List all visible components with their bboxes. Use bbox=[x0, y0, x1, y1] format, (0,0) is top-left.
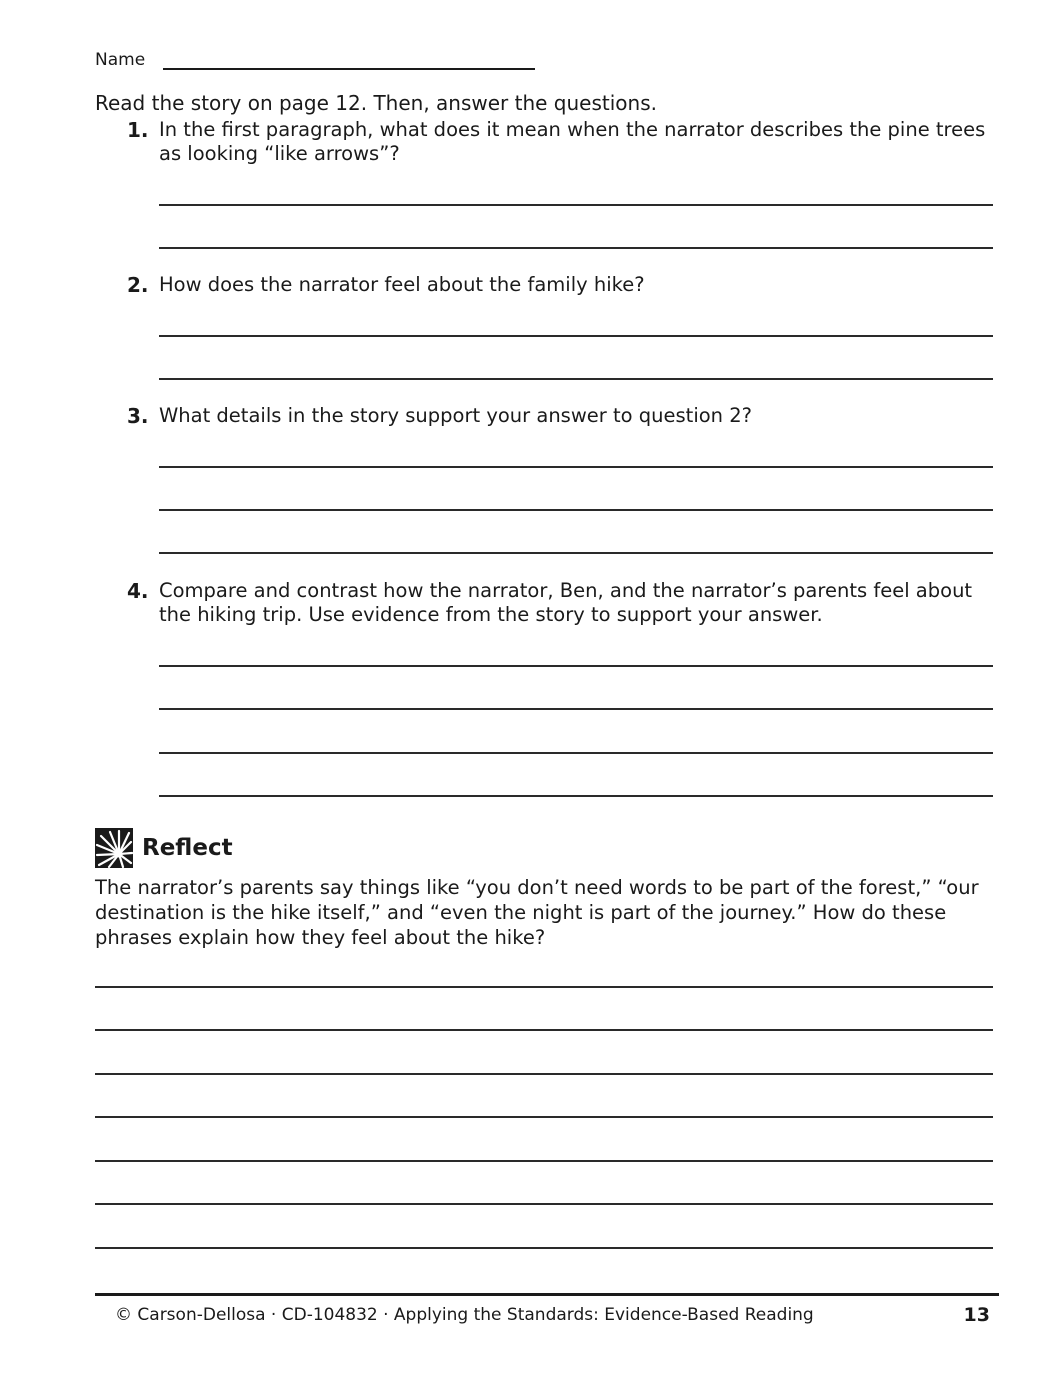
footer-credit: © Carson-Dellosa · CD-104832 · Applying the Standards: Evidence-Based Reading bbox=[115, 1305, 814, 1325]
answer-line[interactable] bbox=[159, 552, 993, 554]
answer-line[interactable] bbox=[95, 1247, 993, 1249]
answer-line[interactable] bbox=[159, 378, 993, 380]
question-text: Compare and contrast how the narrator, Ben, and the narrator’s parents feel about the hiking trip. Use evidence from the story to support your answer. bbox=[159, 579, 973, 626]
answer-line[interactable] bbox=[95, 1116, 993, 1118]
answer-line[interactable] bbox=[159, 204, 993, 206]
answer-line[interactable] bbox=[159, 795, 993, 797]
reflect-title: Reflect bbox=[142, 835, 233, 861]
footer bbox=[115, 1304, 990, 1326]
name-field-line[interactable] bbox=[163, 52, 535, 70]
reflect-prompt: The narrator’s parents say things like “you don’t need words to be part of the forest,” “our destination is the hike itself,” and “even the night is part of the journey.” How do these phrases explain how they feel about the hike? bbox=[95, 876, 979, 949]
question-number: 2. bbox=[127, 273, 149, 297]
question-number: 1. bbox=[127, 118, 149, 142]
answer-line[interactable] bbox=[159, 247, 993, 249]
answer-line[interactable] bbox=[95, 1073, 993, 1075]
instructions: Read the story on page 12. Then, answer the questions. bbox=[95, 91, 657, 115]
question-number: 3. bbox=[127, 404, 149, 428]
name-label: Name bbox=[95, 50, 146, 70]
question-text: In the first paragraph, what does it mean when the narrator describes the pine trees as looking “like arrows”? bbox=[159, 118, 986, 165]
answer-line[interactable] bbox=[159, 665, 993, 667]
sunburst-icon bbox=[95, 828, 133, 868]
reflect-header bbox=[95, 828, 233, 868]
question-text: How does the narrator feel about the family hike? bbox=[159, 273, 645, 296]
answer-line[interactable] bbox=[95, 1203, 993, 1205]
question-text: What details in the story support your answer to question 2? bbox=[159, 404, 752, 427]
answer-line[interactable] bbox=[159, 466, 993, 468]
name-row bbox=[95, 50, 535, 70]
page-number: 13 bbox=[963, 1304, 990, 1326]
answer-line[interactable] bbox=[159, 335, 993, 337]
footer-rule bbox=[95, 1293, 999, 1296]
answer-line[interactable] bbox=[95, 986, 993, 988]
answer-line[interactable] bbox=[159, 752, 993, 754]
question-number: 4. bbox=[127, 579, 149, 603]
answer-line[interactable] bbox=[159, 509, 993, 511]
answer-line[interactable] bbox=[95, 1160, 993, 1162]
answer-line[interactable] bbox=[159, 708, 993, 710]
answer-line[interactable] bbox=[95, 1029, 993, 1031]
